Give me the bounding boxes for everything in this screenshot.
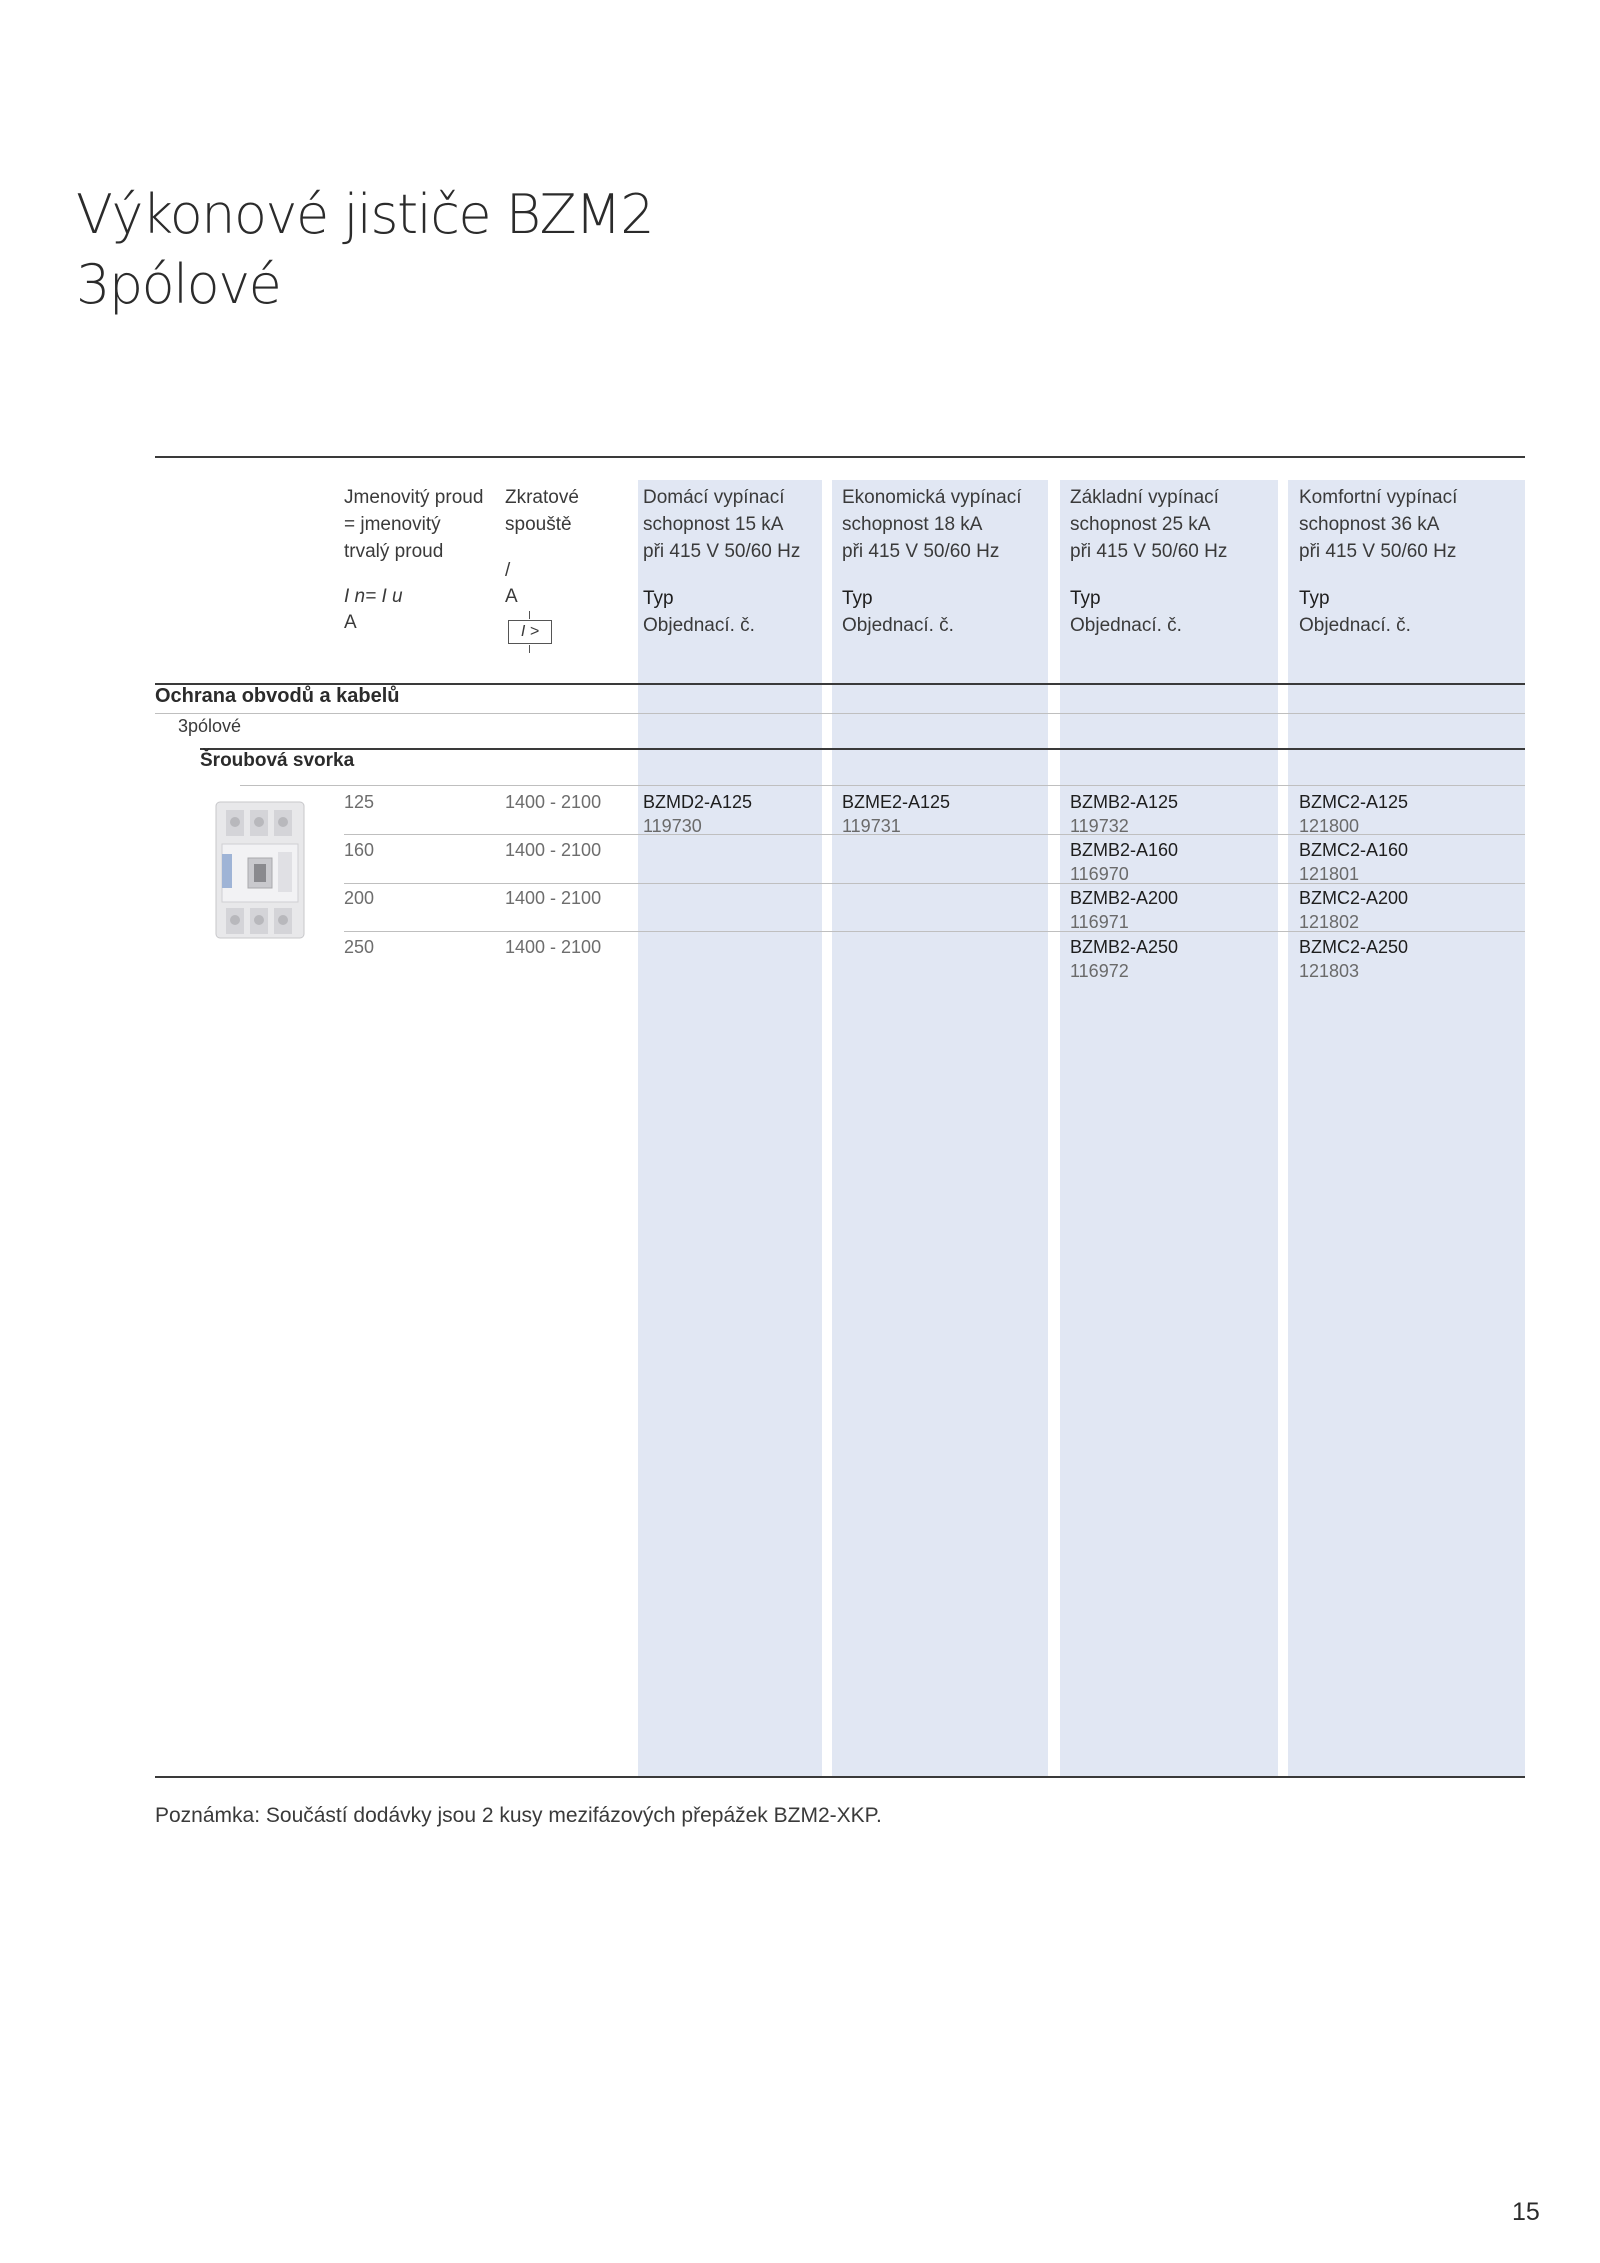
col2-line1: Ekonomická vypínací	[842, 487, 1022, 508]
circuit-breaker-image	[212, 800, 308, 940]
row3-col3-typ: BZMB2-A200	[1070, 888, 1179, 908]
row2-divider	[344, 883, 1525, 884]
col2-order: Objednací. č.	[842, 615, 954, 636]
section-group-label: Ochrana obvodů a kabelů	[155, 685, 400, 707]
col3-line1: Základní vypínací	[1070, 487, 1219, 508]
col4-typ: Typ	[1299, 588, 1330, 609]
col1-line2: schopnost 15 kA	[643, 514, 784, 535]
row2-col3	[1070, 838, 1178, 886]
table-bottom-rule	[155, 1776, 1525, 1778]
row1-col1	[643, 790, 752, 838]
section-poles-label: 3pólové	[178, 716, 242, 736]
title-line-1: Výkonové jističe BZM2	[76, 183, 654, 246]
header-column-4	[1299, 484, 1519, 639]
row2-col3-ord: 116970	[1070, 864, 1129, 884]
row2-current: 160	[344, 840, 375, 860]
header-short-circuit	[505, 484, 625, 538]
footnote: Poznámka: Součástí dodávky jsou 2 kusy mezifázových přepážek BZM2-XKP.	[155, 1804, 882, 1827]
row1-current: 125	[344, 792, 375, 812]
short-circuit-slash: /	[505, 560, 511, 581]
col4-line1: Komfortní vypínací	[1299, 487, 1458, 508]
col4-line3: při 415 V 50/60 Hz	[1299, 541, 1457, 562]
rated-current-line1: Jmenovitý proud	[344, 487, 484, 508]
row1-col2-ord: 119731	[842, 816, 901, 836]
row1-col3-typ: BZMB2-A125	[1070, 792, 1179, 812]
row4-trip: 1400 - 2100	[505, 937, 602, 957]
row3-col3-ord: 116971	[1070, 912, 1129, 932]
column-band-3	[1060, 480, 1278, 1776]
row2-col4	[1299, 838, 1408, 886]
row3-trip: 1400 - 2100	[505, 888, 602, 908]
row1-trip: 1400 - 2100	[505, 792, 602, 812]
row3-current: 200	[344, 888, 375, 908]
short-circuit-unit: A	[505, 586, 518, 607]
col2-line3: při 415 V 50/60 Hz	[842, 541, 1000, 562]
rated-current-symbol	[344, 586, 403, 608]
col2-line2: schopnost 18 kA	[842, 514, 983, 535]
col4-line2: schopnost 36 kA	[1299, 514, 1440, 535]
row3-divider	[344, 931, 1525, 932]
short-circuit-line1: Zkratové	[505, 487, 579, 508]
row1-divider	[344, 834, 1525, 835]
page-number: 15	[1512, 2198, 1540, 2226]
section-rule-terminal	[200, 748, 1525, 750]
title-line-2: 3pólové	[76, 253, 281, 316]
row2-col4-ord: 121801	[1299, 864, 1360, 884]
row3-col4-typ: BZMC2-A200	[1299, 888, 1409, 908]
col3-line3: při 415 V 50/60 Hz	[1070, 541, 1228, 562]
row1-col1-typ: BZMD2-A125	[643, 792, 753, 812]
section-terminal-label: Šroubová svorka	[200, 750, 355, 771]
row1-col2	[842, 790, 950, 838]
col4-order: Objednací. č.	[1299, 615, 1411, 636]
row1-col4-typ: BZMC2-A125	[1299, 792, 1409, 812]
row3-col4	[1299, 886, 1408, 934]
header-column-2	[842, 484, 1052, 639]
row1-col3-ord: 119732	[1070, 816, 1129, 836]
row4-current: 250	[344, 937, 375, 957]
row1-col1-ord: 119730	[643, 816, 702, 836]
row3-col3	[1070, 886, 1178, 934]
header-column-1	[643, 484, 823, 639]
col1-line3: při 415 V 50/60 Hz	[643, 541, 801, 562]
row2-col4-typ: BZMC2-A160	[1299, 840, 1409, 860]
trip-symbol-icon	[508, 620, 552, 644]
short-circuit-line2: spouště	[505, 514, 572, 535]
table-top-rule	[155, 456, 1525, 458]
page-title	[76, 180, 653, 320]
rated-current-symbol-text: I n= I u	[344, 586, 403, 607]
row2-trip: 1400 - 2100	[505, 840, 602, 860]
row4-col4-typ: BZMC2-A250	[1299, 937, 1409, 957]
row4-col3-ord: 116972	[1070, 961, 1129, 981]
col2-typ: Typ	[842, 588, 873, 609]
col1-line1: Domácí vypínací	[643, 487, 785, 508]
row1-col3	[1070, 790, 1178, 838]
row3-col4-ord: 121802	[1299, 912, 1360, 932]
row1-col4	[1299, 790, 1408, 838]
header-rated-current	[344, 484, 494, 565]
section-rule-poles	[155, 713, 1525, 714]
row4-col4-ord: 121803	[1299, 961, 1360, 981]
rated-current-line3: trvalý proud	[344, 541, 444, 562]
col3-order: Objednací. č.	[1070, 615, 1182, 636]
column-band-1	[638, 480, 822, 1776]
row1-col2-typ: BZME2-A125	[842, 792, 951, 812]
col1-order: Objednací. č.	[643, 615, 755, 636]
row4-col3	[1070, 935, 1178, 983]
section-rule-terminal-bottom	[240, 785, 1525, 786]
trip-symbol-box: I >	[508, 620, 552, 644]
column-band-4	[1288, 480, 1525, 1776]
row1-col4-ord: 121800	[1299, 816, 1360, 836]
col1-typ: Typ	[643, 588, 674, 609]
column-band-2	[832, 480, 1048, 1776]
row4-col4	[1299, 935, 1408, 983]
col3-typ: Typ	[1070, 588, 1101, 609]
rated-current-line2: = jmenovitý	[344, 514, 441, 535]
row4-col3-typ: BZMB2-A250	[1070, 937, 1179, 957]
row2-col3-typ: BZMB2-A160	[1070, 840, 1179, 860]
col3-line2: schopnost 25 kA	[1070, 514, 1211, 535]
header-column-3	[1070, 484, 1280, 639]
rated-current-unit: A	[344, 612, 357, 633]
